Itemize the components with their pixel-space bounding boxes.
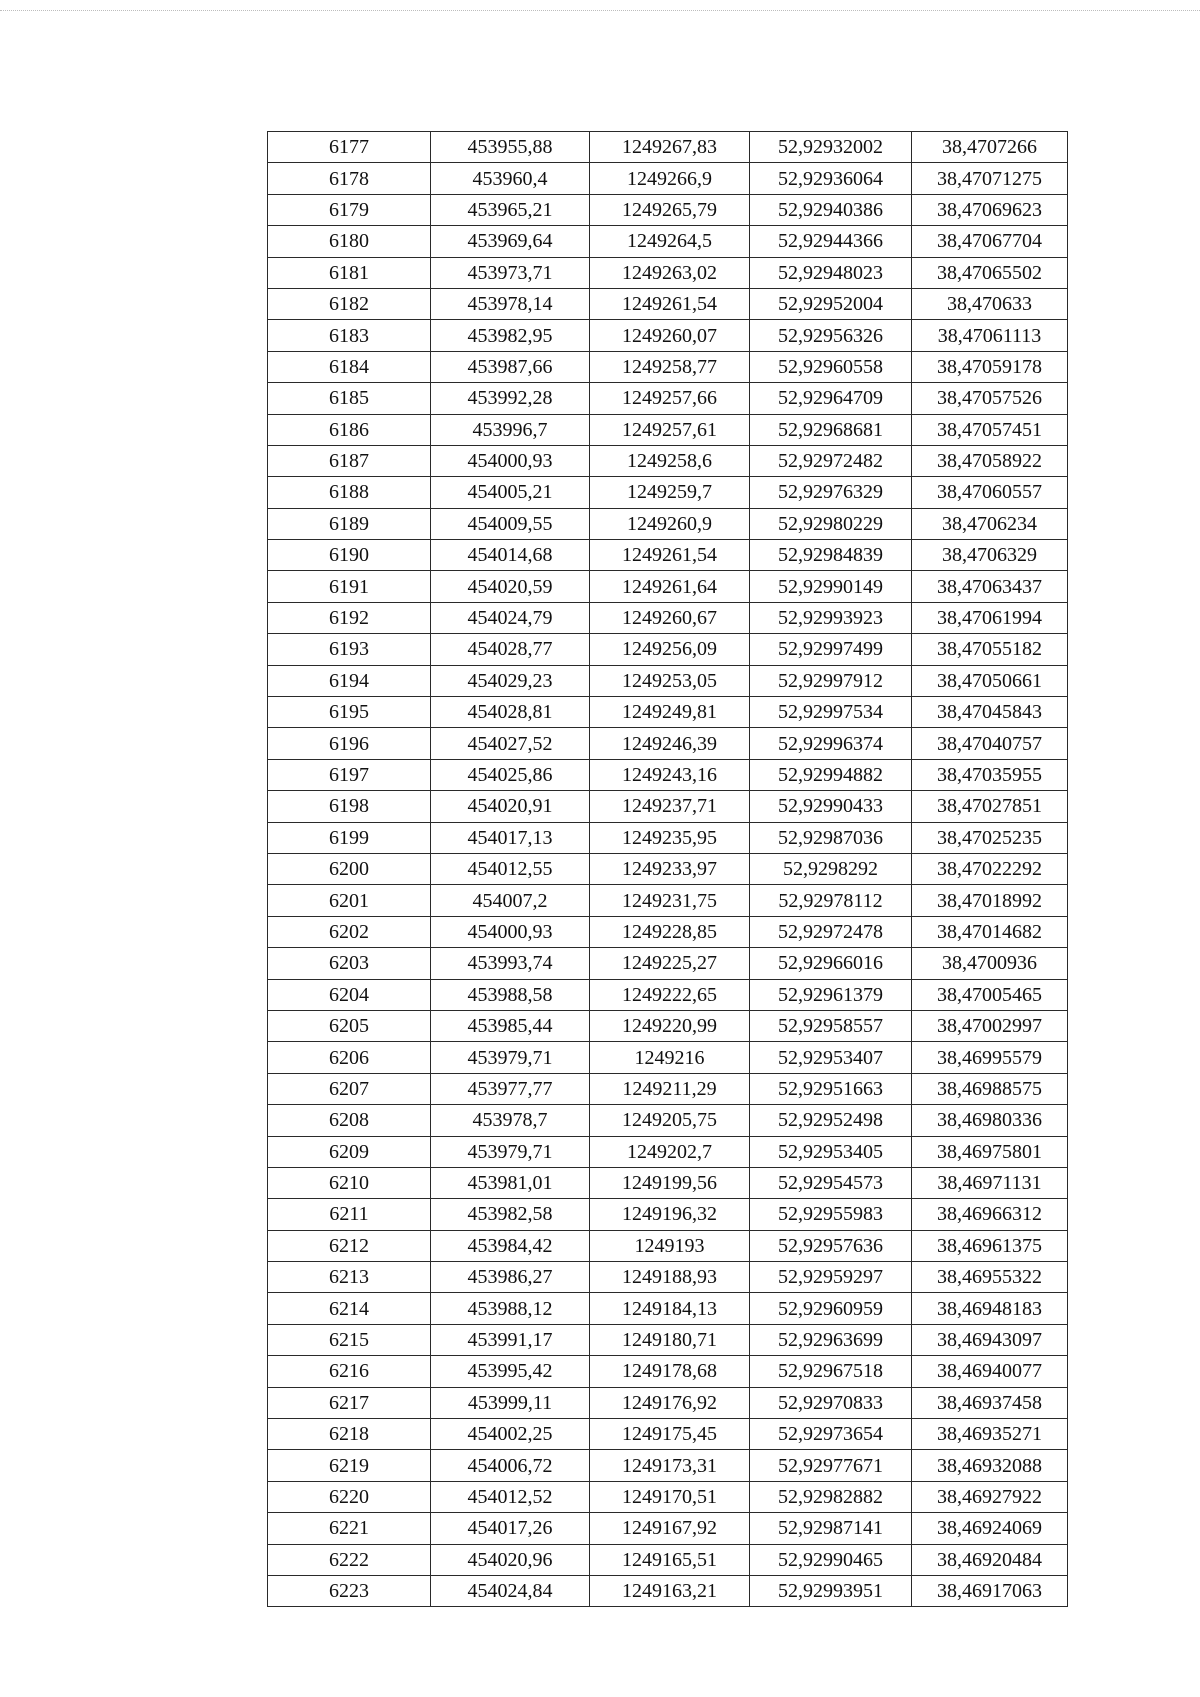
point-number-cell: 6189 bbox=[268, 508, 431, 539]
x-coordinate-cell: 453979,71 bbox=[431, 1136, 590, 1167]
x-coordinate-cell: 454020,59 bbox=[431, 571, 590, 602]
y-coordinate-cell: 1249263,02 bbox=[590, 257, 750, 288]
y-coordinate-cell: 1249216 bbox=[590, 1042, 750, 1073]
point-number-cell: 6187 bbox=[268, 445, 431, 476]
x-coordinate-cell: 454009,55 bbox=[431, 508, 590, 539]
x-coordinate-cell: 453988,58 bbox=[431, 979, 590, 1010]
latitude-cell: 52,92966016 bbox=[750, 948, 912, 979]
latitude-cell: 52,92993923 bbox=[750, 602, 912, 633]
table-row bbox=[268, 979, 1068, 1010]
longitude-cell: 38,46924069 bbox=[912, 1513, 1068, 1544]
longitude-cell: 38,47065502 bbox=[912, 257, 1068, 288]
x-coordinate-cell: 453988,12 bbox=[431, 1293, 590, 1324]
latitude-cell: 52,92990149 bbox=[750, 571, 912, 602]
point-number-cell: 6222 bbox=[268, 1544, 431, 1575]
longitude-cell: 38,47040757 bbox=[912, 728, 1068, 759]
x-coordinate-cell: 453969,64 bbox=[431, 226, 590, 257]
table-row bbox=[268, 132, 1068, 163]
y-coordinate-cell: 1249257,61 bbox=[590, 414, 750, 445]
table-row bbox=[268, 257, 1068, 288]
latitude-cell: 52,92952004 bbox=[750, 288, 912, 319]
table-row bbox=[268, 791, 1068, 822]
point-number-cell: 6182 bbox=[268, 288, 431, 319]
table-row bbox=[268, 948, 1068, 979]
table-row bbox=[268, 634, 1068, 665]
longitude-cell: 38,47055182 bbox=[912, 634, 1068, 665]
latitude-cell: 52,92958557 bbox=[750, 1010, 912, 1041]
point-number-cell: 6203 bbox=[268, 948, 431, 979]
y-coordinate-cell: 1249260,07 bbox=[590, 320, 750, 351]
y-coordinate-cell: 1249261,64 bbox=[590, 571, 750, 602]
point-number-cell: 6183 bbox=[268, 320, 431, 351]
point-number-cell: 6177 bbox=[268, 132, 431, 163]
table-row bbox=[268, 1513, 1068, 1544]
table-row bbox=[268, 414, 1068, 445]
latitude-cell: 52,92953405 bbox=[750, 1136, 912, 1167]
table-row bbox=[268, 1073, 1068, 1104]
longitude-cell: 38,47067704 bbox=[912, 226, 1068, 257]
latitude-cell: 52,92976329 bbox=[750, 477, 912, 508]
x-coordinate-cell: 453982,95 bbox=[431, 320, 590, 351]
point-number-cell: 6209 bbox=[268, 1136, 431, 1167]
x-coordinate-cell: 454024,79 bbox=[431, 602, 590, 633]
latitude-cell: 52,92990465 bbox=[750, 1544, 912, 1575]
point-number-cell: 6223 bbox=[268, 1575, 431, 1606]
table-row bbox=[268, 508, 1068, 539]
y-coordinate-cell: 1249165,51 bbox=[590, 1544, 750, 1575]
point-number-cell: 6216 bbox=[268, 1356, 431, 1387]
point-number-cell: 6201 bbox=[268, 885, 431, 916]
x-coordinate-cell: 453985,44 bbox=[431, 1010, 590, 1041]
table-row bbox=[268, 1387, 1068, 1418]
x-coordinate-cell: 454012,52 bbox=[431, 1481, 590, 1512]
y-coordinate-cell: 1249178,68 bbox=[590, 1356, 750, 1387]
table-row bbox=[268, 226, 1068, 257]
longitude-cell: 38,46927922 bbox=[912, 1481, 1068, 1512]
latitude-cell: 52,92948023 bbox=[750, 257, 912, 288]
point-number-cell: 6196 bbox=[268, 728, 431, 759]
x-coordinate-cell: 453999,11 bbox=[431, 1387, 590, 1418]
x-coordinate-cell: 453984,42 bbox=[431, 1230, 590, 1261]
latitude-cell: 52,92952498 bbox=[750, 1105, 912, 1136]
point-number-cell: 6215 bbox=[268, 1324, 431, 1355]
latitude-cell: 52,92973654 bbox=[750, 1419, 912, 1450]
longitude-cell: 38,47071275 bbox=[912, 163, 1068, 194]
x-coordinate-cell: 454014,68 bbox=[431, 540, 590, 571]
x-coordinate-cell: 454028,77 bbox=[431, 634, 590, 665]
table-row bbox=[268, 1230, 1068, 1261]
latitude-cell: 52,92993951 bbox=[750, 1575, 912, 1606]
longitude-cell: 38,47063437 bbox=[912, 571, 1068, 602]
longitude-cell: 38,46995579 bbox=[912, 1042, 1068, 1073]
x-coordinate-cell: 454020,91 bbox=[431, 791, 590, 822]
table-row bbox=[268, 1199, 1068, 1230]
y-coordinate-cell: 1249249,81 bbox=[590, 697, 750, 728]
point-number-cell: 6193 bbox=[268, 634, 431, 665]
longitude-cell: 38,47035955 bbox=[912, 759, 1068, 790]
y-coordinate-cell: 1249256,09 bbox=[590, 634, 750, 665]
table-row bbox=[268, 288, 1068, 319]
y-coordinate-cell: 1249259,7 bbox=[590, 477, 750, 508]
latitude-cell: 52,92987141 bbox=[750, 1513, 912, 1544]
longitude-cell: 38,470633 bbox=[912, 288, 1068, 319]
point-number-cell: 6190 bbox=[268, 540, 431, 571]
latitude-cell: 52,92997912 bbox=[750, 665, 912, 696]
y-coordinate-cell: 1249193 bbox=[590, 1230, 750, 1261]
longitude-cell: 38,46971131 bbox=[912, 1167, 1068, 1198]
table-row bbox=[268, 1481, 1068, 1512]
table-row bbox=[268, 1105, 1068, 1136]
x-coordinate-cell: 454006,72 bbox=[431, 1450, 590, 1481]
longitude-cell: 38,47061994 bbox=[912, 602, 1068, 633]
point-number-cell: 6213 bbox=[268, 1262, 431, 1293]
table-row bbox=[268, 1167, 1068, 1198]
longitude-cell: 38,47057451 bbox=[912, 414, 1068, 445]
point-number-cell: 6210 bbox=[268, 1167, 431, 1198]
point-number-cell: 6186 bbox=[268, 414, 431, 445]
x-coordinate-cell: 453986,27 bbox=[431, 1262, 590, 1293]
longitude-cell: 38,47061113 bbox=[912, 320, 1068, 351]
y-coordinate-cell: 1249202,7 bbox=[590, 1136, 750, 1167]
y-coordinate-cell: 1249176,92 bbox=[590, 1387, 750, 1418]
latitude-cell: 52,92967518 bbox=[750, 1356, 912, 1387]
point-number-cell: 6208 bbox=[268, 1105, 431, 1136]
table-row bbox=[268, 1324, 1068, 1355]
table-row bbox=[268, 1293, 1068, 1324]
x-coordinate-cell: 453978,14 bbox=[431, 288, 590, 319]
x-coordinate-cell: 453955,88 bbox=[431, 132, 590, 163]
y-coordinate-cell: 1249257,66 bbox=[590, 383, 750, 414]
y-coordinate-cell: 1249220,99 bbox=[590, 1010, 750, 1041]
table-row bbox=[268, 885, 1068, 916]
latitude-cell: 52,92968681 bbox=[750, 414, 912, 445]
y-coordinate-cell: 1249235,95 bbox=[590, 822, 750, 853]
y-coordinate-cell: 1249264,5 bbox=[590, 226, 750, 257]
longitude-cell: 38,46940077 bbox=[912, 1356, 1068, 1387]
y-coordinate-cell: 1249266,9 bbox=[590, 163, 750, 194]
x-coordinate-cell: 453978,7 bbox=[431, 1105, 590, 1136]
latitude-cell: 52,92953407 bbox=[750, 1042, 912, 1073]
latitude-cell: 52,92956326 bbox=[750, 320, 912, 351]
x-coordinate-cell: 453973,71 bbox=[431, 257, 590, 288]
y-coordinate-cell: 1249260,67 bbox=[590, 602, 750, 633]
x-coordinate-cell: 454000,93 bbox=[431, 445, 590, 476]
y-coordinate-cell: 1249261,54 bbox=[590, 288, 750, 319]
y-coordinate-cell: 1249228,85 bbox=[590, 916, 750, 947]
latitude-cell: 52,92955983 bbox=[750, 1199, 912, 1230]
point-number-cell: 6198 bbox=[268, 791, 431, 822]
point-number-cell: 6205 bbox=[268, 1010, 431, 1041]
point-number-cell: 6212 bbox=[268, 1230, 431, 1261]
table-row bbox=[268, 1262, 1068, 1293]
table-row bbox=[268, 728, 1068, 759]
longitude-cell: 38,47005465 bbox=[912, 979, 1068, 1010]
table-row bbox=[268, 351, 1068, 382]
x-coordinate-cell: 453979,71 bbox=[431, 1042, 590, 1073]
y-coordinate-cell: 1249199,56 bbox=[590, 1167, 750, 1198]
y-coordinate-cell: 1249175,45 bbox=[590, 1419, 750, 1450]
table-row bbox=[268, 665, 1068, 696]
coordinates-table bbox=[267, 131, 1068, 1607]
longitude-cell: 38,46975801 bbox=[912, 1136, 1068, 1167]
table-row bbox=[268, 759, 1068, 790]
longitude-cell: 38,46948183 bbox=[912, 1293, 1068, 1324]
x-coordinate-cell: 453995,42 bbox=[431, 1356, 590, 1387]
table-row bbox=[268, 1136, 1068, 1167]
point-number-cell: 6221 bbox=[268, 1513, 431, 1544]
table-row bbox=[268, 602, 1068, 633]
x-coordinate-cell: 453992,28 bbox=[431, 383, 590, 414]
latitude-cell: 52,92964709 bbox=[750, 383, 912, 414]
y-coordinate-cell: 1249258,77 bbox=[590, 351, 750, 382]
x-coordinate-cell: 453987,66 bbox=[431, 351, 590, 382]
point-number-cell: 6184 bbox=[268, 351, 431, 382]
longitude-cell: 38,47060557 bbox=[912, 477, 1068, 508]
longitude-cell: 38,4700936 bbox=[912, 948, 1068, 979]
x-coordinate-cell: 454029,23 bbox=[431, 665, 590, 696]
table-row bbox=[268, 1042, 1068, 1073]
x-coordinate-cell: 454002,25 bbox=[431, 1419, 590, 1450]
longitude-cell: 38,46980336 bbox=[912, 1105, 1068, 1136]
point-number-cell: 6207 bbox=[268, 1073, 431, 1104]
point-number-cell: 6214 bbox=[268, 1293, 431, 1324]
y-coordinate-cell: 1249196,32 bbox=[590, 1199, 750, 1230]
y-coordinate-cell: 1249205,75 bbox=[590, 1105, 750, 1136]
table-row bbox=[268, 540, 1068, 571]
y-coordinate-cell: 1249258,6 bbox=[590, 445, 750, 476]
x-coordinate-cell: 454012,55 bbox=[431, 853, 590, 884]
point-number-cell: 6211 bbox=[268, 1199, 431, 1230]
longitude-cell: 38,47018992 bbox=[912, 885, 1068, 916]
table-row bbox=[268, 1450, 1068, 1481]
longitude-cell: 38,46943097 bbox=[912, 1324, 1068, 1355]
latitude-cell: 52,92961379 bbox=[750, 979, 912, 1010]
x-coordinate-cell: 454017,13 bbox=[431, 822, 590, 853]
latitude-cell: 52,92970833 bbox=[750, 1387, 912, 1418]
point-number-cell: 6199 bbox=[268, 822, 431, 853]
x-coordinate-cell: 454020,96 bbox=[431, 1544, 590, 1575]
y-coordinate-cell: 1249265,79 bbox=[590, 194, 750, 225]
table-row bbox=[268, 1544, 1068, 1575]
point-number-cell: 6204 bbox=[268, 979, 431, 1010]
table-row bbox=[268, 697, 1068, 728]
y-coordinate-cell: 1249167,92 bbox=[590, 1513, 750, 1544]
longitude-cell: 38,47025235 bbox=[912, 822, 1068, 853]
y-coordinate-cell: 1249180,71 bbox=[590, 1324, 750, 1355]
x-coordinate-cell: 453991,17 bbox=[431, 1324, 590, 1355]
y-coordinate-cell: 1249163,21 bbox=[590, 1575, 750, 1606]
table-row bbox=[268, 916, 1068, 947]
longitude-cell: 38,47002997 bbox=[912, 1010, 1068, 1041]
latitude-cell: 52,92980229 bbox=[750, 508, 912, 539]
point-number-cell: 6219 bbox=[268, 1450, 431, 1481]
longitude-cell: 38,4706234 bbox=[912, 508, 1068, 539]
longitude-cell: 38,47058922 bbox=[912, 445, 1068, 476]
point-number-cell: 6178 bbox=[268, 163, 431, 194]
y-coordinate-cell: 1249211,29 bbox=[590, 1073, 750, 1104]
table-row bbox=[268, 1356, 1068, 1387]
latitude-cell: 52,92944366 bbox=[750, 226, 912, 257]
y-coordinate-cell: 1249253,05 bbox=[590, 665, 750, 696]
point-number-cell: 6217 bbox=[268, 1387, 431, 1418]
longitude-cell: 38,46955322 bbox=[912, 1262, 1068, 1293]
latitude-cell: 52,92978112 bbox=[750, 885, 912, 916]
latitude-cell: 52,92936064 bbox=[750, 163, 912, 194]
y-coordinate-cell: 1249231,75 bbox=[590, 885, 750, 916]
longitude-cell: 38,46966312 bbox=[912, 1199, 1068, 1230]
y-coordinate-cell: 1249237,71 bbox=[590, 791, 750, 822]
table-row bbox=[268, 1010, 1068, 1041]
longitude-cell: 38,47014682 bbox=[912, 916, 1068, 947]
latitude-cell: 52,92960959 bbox=[750, 1293, 912, 1324]
table-row bbox=[268, 194, 1068, 225]
table-row bbox=[268, 822, 1068, 853]
point-number-cell: 6195 bbox=[268, 697, 431, 728]
x-coordinate-cell: 453996,7 bbox=[431, 414, 590, 445]
point-number-cell: 6181 bbox=[268, 257, 431, 288]
latitude-cell: 52,92960558 bbox=[750, 351, 912, 382]
latitude-cell: 52,92987036 bbox=[750, 822, 912, 853]
y-coordinate-cell: 1249188,93 bbox=[590, 1262, 750, 1293]
longitude-cell: 38,46932088 bbox=[912, 1450, 1068, 1481]
latitude-cell: 52,92984839 bbox=[750, 540, 912, 571]
latitude-cell: 52,9298292 bbox=[750, 853, 912, 884]
point-number-cell: 6191 bbox=[268, 571, 431, 602]
point-number-cell: 6179 bbox=[268, 194, 431, 225]
longitude-cell: 38,47050661 bbox=[912, 665, 1068, 696]
latitude-cell: 52,92954573 bbox=[750, 1167, 912, 1198]
longitude-cell: 38,46961375 bbox=[912, 1230, 1068, 1261]
latitude-cell: 52,92996374 bbox=[750, 728, 912, 759]
latitude-cell: 52,92990433 bbox=[750, 791, 912, 822]
point-number-cell: 6188 bbox=[268, 477, 431, 508]
x-coordinate-cell: 454024,84 bbox=[431, 1575, 590, 1606]
longitude-cell: 38,46920484 bbox=[912, 1544, 1068, 1575]
longitude-cell: 38,46937458 bbox=[912, 1387, 1068, 1418]
x-coordinate-cell: 453993,74 bbox=[431, 948, 590, 979]
latitude-cell: 52,92957636 bbox=[750, 1230, 912, 1261]
x-coordinate-cell: 453965,21 bbox=[431, 194, 590, 225]
x-coordinate-cell: 454025,86 bbox=[431, 759, 590, 790]
point-number-cell: 6185 bbox=[268, 383, 431, 414]
latitude-cell: 52,92972478 bbox=[750, 916, 912, 947]
point-number-cell: 6200 bbox=[268, 853, 431, 884]
x-coordinate-cell: 454017,26 bbox=[431, 1513, 590, 1544]
point-number-cell: 6192 bbox=[268, 602, 431, 633]
table-row bbox=[268, 1419, 1068, 1450]
longitude-cell: 38,4706329 bbox=[912, 540, 1068, 571]
latitude-cell: 52,92977671 bbox=[750, 1450, 912, 1481]
x-coordinate-cell: 453960,4 bbox=[431, 163, 590, 194]
point-number-cell: 6218 bbox=[268, 1419, 431, 1450]
x-coordinate-cell: 453982,58 bbox=[431, 1199, 590, 1230]
longitude-cell: 38,47059178 bbox=[912, 351, 1068, 382]
longitude-cell: 38,46935271 bbox=[912, 1419, 1068, 1450]
table-row bbox=[268, 1575, 1068, 1606]
table-row bbox=[268, 477, 1068, 508]
point-number-cell: 6202 bbox=[268, 916, 431, 947]
table-row bbox=[268, 853, 1068, 884]
point-number-cell: 6206 bbox=[268, 1042, 431, 1073]
table-row bbox=[268, 163, 1068, 194]
longitude-cell: 38,47045843 bbox=[912, 697, 1068, 728]
y-coordinate-cell: 1249246,39 bbox=[590, 728, 750, 759]
latitude-cell: 52,92982882 bbox=[750, 1481, 912, 1512]
latitude-cell: 52,92940386 bbox=[750, 194, 912, 225]
point-number-cell: 6197 bbox=[268, 759, 431, 790]
y-coordinate-cell: 1249225,27 bbox=[590, 948, 750, 979]
y-coordinate-cell: 1249260,9 bbox=[590, 508, 750, 539]
table-row bbox=[268, 445, 1068, 476]
longitude-cell: 38,47022292 bbox=[912, 853, 1068, 884]
latitude-cell: 52,92963699 bbox=[750, 1324, 912, 1355]
y-coordinate-cell: 1249233,97 bbox=[590, 853, 750, 884]
longitude-cell: 38,47057526 bbox=[912, 383, 1068, 414]
x-coordinate-cell: 454005,21 bbox=[431, 477, 590, 508]
longitude-cell: 38,46917063 bbox=[912, 1575, 1068, 1606]
longitude-cell: 38,46988575 bbox=[912, 1073, 1068, 1104]
longitude-cell: 38,47027851 bbox=[912, 791, 1068, 822]
table-row bbox=[268, 571, 1068, 602]
latitude-cell: 52,92997499 bbox=[750, 634, 912, 665]
y-coordinate-cell: 1249184,13 bbox=[590, 1293, 750, 1324]
table-row bbox=[268, 383, 1068, 414]
latitude-cell: 52,92994882 bbox=[750, 759, 912, 790]
x-coordinate-cell: 453981,01 bbox=[431, 1167, 590, 1198]
x-coordinate-cell: 454007,2 bbox=[431, 885, 590, 916]
latitude-cell: 52,92959297 bbox=[750, 1262, 912, 1293]
point-number-cell: 6194 bbox=[268, 665, 431, 696]
y-coordinate-cell: 1249267,83 bbox=[590, 132, 750, 163]
y-coordinate-cell: 1249170,51 bbox=[590, 1481, 750, 1512]
longitude-cell: 38,4707266 bbox=[912, 132, 1068, 163]
scan-edge-line bbox=[0, 10, 1200, 11]
coordinates-table-body bbox=[268, 132, 1068, 1607]
y-coordinate-cell: 1249173,31 bbox=[590, 1450, 750, 1481]
longitude-cell: 38,47069623 bbox=[912, 194, 1068, 225]
y-coordinate-cell: 1249222,65 bbox=[590, 979, 750, 1010]
point-number-cell: 6220 bbox=[268, 1481, 431, 1512]
latitude-cell: 52,92972482 bbox=[750, 445, 912, 476]
x-coordinate-cell: 454000,93 bbox=[431, 916, 590, 947]
latitude-cell: 52,92997534 bbox=[750, 697, 912, 728]
x-coordinate-cell: 454027,52 bbox=[431, 728, 590, 759]
x-coordinate-cell: 453977,77 bbox=[431, 1073, 590, 1104]
x-coordinate-cell: 454028,81 bbox=[431, 697, 590, 728]
latitude-cell: 52,92932002 bbox=[750, 132, 912, 163]
y-coordinate-cell: 1249261,54 bbox=[590, 540, 750, 571]
y-coordinate-cell: 1249243,16 bbox=[590, 759, 750, 790]
latitude-cell: 52,92951663 bbox=[750, 1073, 912, 1104]
point-number-cell: 6180 bbox=[268, 226, 431, 257]
table-row bbox=[268, 320, 1068, 351]
